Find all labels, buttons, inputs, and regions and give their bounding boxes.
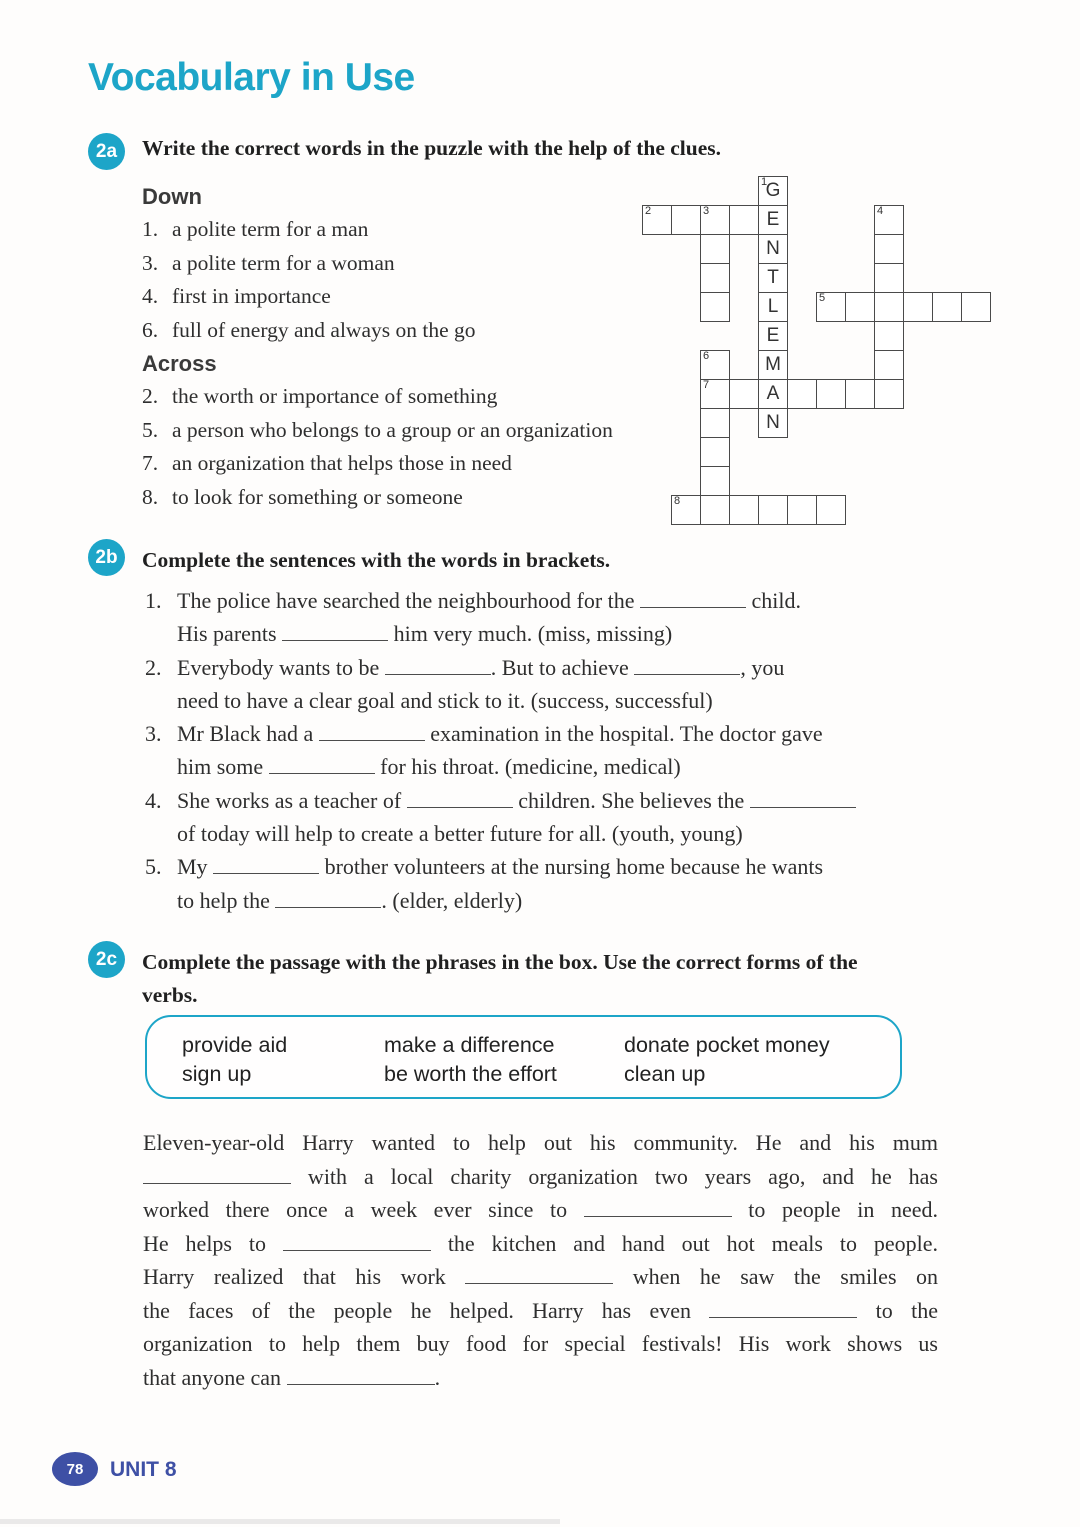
across-clues-list bbox=[142, 380, 702, 514]
sentence-text: His parents him very much. (miss, missing) bbox=[177, 621, 673, 647]
clue-item bbox=[142, 247, 702, 280]
down-clues-list bbox=[142, 213, 702, 347]
exercise-2c-instruction bbox=[142, 946, 942, 1012]
down-heading: Down bbox=[142, 184, 202, 209]
crossword-cell[interactable] bbox=[816, 379, 846, 409]
crossword-letter: T bbox=[767, 267, 779, 288]
crossword-cell[interactable] bbox=[816, 292, 846, 322]
page-number-badge bbox=[52, 1452, 98, 1486]
phrase-column bbox=[182, 1031, 287, 1089]
crossword-cell-prefilled bbox=[758, 263, 788, 293]
fill-in-blank[interactable] bbox=[143, 1181, 291, 1184]
crossword-cell-prefilled bbox=[758, 321, 788, 351]
crossword-cell[interactable] bbox=[729, 205, 759, 235]
crossword-cell[interactable] bbox=[961, 292, 991, 322]
crossword-cell[interactable] bbox=[700, 292, 730, 322]
crossword-letter: E bbox=[766, 325, 780, 346]
clue-number: 5. bbox=[142, 417, 159, 442]
phrase-box bbox=[145, 1015, 902, 1099]
clue-item bbox=[142, 447, 702, 480]
passage-line: He helps to the kitchen and hand out hot meals to people. bbox=[143, 1230, 938, 1256]
crossword-letter: L bbox=[767, 296, 779, 317]
crossword-cell[interactable] bbox=[845, 379, 875, 409]
across-heading: Across bbox=[142, 350, 217, 376]
phrase-item: make a difference bbox=[384, 1033, 555, 1057]
exercise-2b-instruction: Complete the sentences with the words in brackets. bbox=[142, 548, 611, 572]
phrase-item: sign up bbox=[182, 1062, 252, 1086]
crossword-cell[interactable] bbox=[787, 379, 817, 409]
exercise-2c-instruction-line2: verbs. bbox=[142, 983, 198, 1007]
phrase-item: clean up bbox=[624, 1062, 706, 1086]
crossword-cell[interactable] bbox=[845, 292, 875, 322]
crossword-cell[interactable] bbox=[642, 205, 672, 235]
passage-line: with a local charity organization two years ago, and he has bbox=[143, 1160, 938, 1194]
crossword-cell[interactable] bbox=[700, 263, 730, 293]
crossword-cell-prefilled bbox=[758, 176, 788, 206]
sentence-line bbox=[145, 684, 955, 717]
fill-in-blank[interactable] bbox=[640, 605, 746, 608]
sentence-line bbox=[145, 651, 955, 684]
clue-number: 7. bbox=[142, 451, 159, 476]
fill-in-blank[interactable] bbox=[282, 638, 388, 641]
crossword-letter: M bbox=[765, 354, 781, 375]
clue-text: to look for something or someone bbox=[172, 484, 463, 509]
fill-in-blank[interactable] bbox=[287, 1382, 435, 1385]
clue-text: a person who belongs to a group or an organization bbox=[172, 417, 613, 442]
passage-line: that anyone can . bbox=[143, 1364, 441, 1390]
clue-item bbox=[142, 314, 702, 347]
crossword-cell[interactable] bbox=[932, 292, 962, 322]
clue-text: full of energy and always on the go bbox=[172, 317, 476, 342]
crossword-clue-number: 7 bbox=[703, 379, 710, 391]
sentence-text: The police have searched the neighbourhood for the child. bbox=[177, 588, 802, 613]
crossword-letter: A bbox=[766, 383, 780, 404]
sentence-number: 2. bbox=[145, 654, 162, 680]
crossword-cell[interactable] bbox=[700, 234, 730, 264]
crossword-clue-number: 3 bbox=[703, 205, 710, 217]
crossword-cell[interactable] bbox=[700, 350, 730, 380]
sentence-text: She works as a teacher of children. She believes the bbox=[177, 788, 856, 813]
unit-label: UNIT 8 bbox=[110, 1458, 177, 1481]
crossword-cell-prefilled bbox=[758, 292, 788, 322]
sentence-number: 3. bbox=[145, 721, 162, 747]
clue-number: 1. bbox=[142, 217, 159, 242]
clue-text: first in importance bbox=[172, 284, 331, 309]
crossword-cell[interactable] bbox=[816, 495, 846, 525]
crossword-grid bbox=[642, 176, 991, 525]
sentence-text: Mr Black had a examination in the hospital. The doctor gave bbox=[177, 721, 823, 747]
clue-text: a polite term for a woman bbox=[172, 250, 395, 275]
passage-line: worked there once a week ever since to to people in need. bbox=[143, 1197, 938, 1222]
crossword-letter: N bbox=[766, 238, 780, 259]
page-number: 78 bbox=[66, 1460, 84, 1478]
exercise-2c-passage bbox=[143, 1126, 938, 1394]
sentence-line bbox=[145, 584, 955, 617]
fill-in-blank[interactable] bbox=[465, 1281, 613, 1284]
phrase-column bbox=[624, 1031, 830, 1089]
crossword-cell[interactable] bbox=[700, 379, 730, 409]
exercise-2b-sentences bbox=[145, 584, 955, 917]
exercise-2c-instruction-line1: Complete the passage with the phrases in the box. Use the correct forms of the bbox=[142, 950, 858, 974]
clue-text: an organization that helps those in need bbox=[172, 451, 512, 476]
fill-in-blank[interactable] bbox=[275, 905, 381, 908]
fill-in-blank[interactable] bbox=[385, 672, 491, 675]
fill-in-blank[interactable] bbox=[709, 1315, 857, 1318]
fill-in-blank[interactable] bbox=[213, 871, 319, 874]
crossword-cell[interactable] bbox=[874, 292, 904, 322]
fill-in-blank[interactable] bbox=[407, 805, 513, 808]
crossword-cell-prefilled bbox=[758, 234, 788, 264]
clue-text: the worth or importance of something bbox=[172, 384, 498, 409]
crossword-clue-number: 8 bbox=[674, 495, 681, 507]
sentence-number: 5. bbox=[145, 854, 162, 880]
crossword-cell[interactable] bbox=[874, 350, 904, 380]
fill-in-blank[interactable] bbox=[319, 738, 425, 741]
sentence-text: Everybody wants to be . But to achieve , you bbox=[177, 654, 785, 680]
sentence-number: 4. bbox=[145, 787, 162, 813]
crossword-cell-prefilled bbox=[758, 379, 788, 409]
sentence-text: to help the . (elder, elderly) bbox=[177, 887, 523, 913]
passage-line: Eleven-year-old Harry wanted to help out his community. He and his mum bbox=[143, 1130, 938, 1155]
clue-number: 2. bbox=[142, 384, 159, 409]
crossword-clue-number: 6 bbox=[703, 350, 710, 362]
sentence-line bbox=[145, 884, 955, 917]
crossword-clue-number: 5 bbox=[819, 292, 826, 304]
crossword-cell-prefilled bbox=[758, 408, 788, 438]
crossword-cell[interactable] bbox=[671, 495, 701, 525]
sentence-number: 1. bbox=[145, 588, 162, 613]
clue-number: 6. bbox=[142, 317, 159, 342]
crossword-cell[interactable] bbox=[758, 495, 788, 525]
sentence-text: of today will help to create a better future for all. (youth, young) bbox=[177, 821, 743, 847]
sentence-line bbox=[145, 617, 955, 650]
sentence-line bbox=[145, 850, 955, 883]
crossword-cell-prefilled bbox=[758, 205, 788, 235]
crossword-letter: G bbox=[765, 180, 781, 201]
sentence-line bbox=[145, 750, 955, 783]
sentence-text: need to have a clear goal and stick to it. (success, successful) bbox=[177, 687, 713, 713]
passage-line: Harry realized that his work when he saw the smiles on bbox=[143, 1264, 938, 1289]
crossword-cell[interactable] bbox=[787, 495, 817, 525]
crossword-clue-number: 4 bbox=[877, 205, 884, 217]
clue-number: 4. bbox=[142, 284, 159, 309]
clue-item bbox=[142, 414, 702, 447]
crossword-cell[interactable] bbox=[700, 466, 730, 496]
crossword-letter: N bbox=[766, 412, 780, 433]
fill-in-blank[interactable] bbox=[584, 1214, 732, 1217]
sentence-line bbox=[145, 817, 955, 850]
crossword-cell[interactable] bbox=[671, 205, 701, 235]
crossword-cell[interactable] bbox=[700, 495, 730, 525]
sentence-line bbox=[145, 717, 955, 750]
phrase-item: be worth the effort bbox=[384, 1062, 557, 1086]
crossword-cell[interactable] bbox=[729, 495, 759, 525]
exercise-2a-instruction: Write the correct words in the puzzle with the help of the clues. bbox=[142, 136, 722, 160]
crossword-cell[interactable] bbox=[874, 379, 904, 409]
crossword-cell[interactable] bbox=[874, 321, 904, 351]
exercise-2b-badge: 2b bbox=[88, 539, 125, 576]
fill-in-blank[interactable] bbox=[750, 805, 856, 808]
phrase-item: donate pocket money bbox=[624, 1033, 830, 1057]
phrase-column bbox=[384, 1031, 557, 1089]
passage-line: organization to help them buy food for special festivals! His work shows us bbox=[143, 1331, 938, 1356]
crossword-cell[interactable] bbox=[729, 379, 759, 409]
crossword-cell[interactable] bbox=[700, 205, 730, 235]
clue-item bbox=[142, 213, 702, 246]
clue-number: 3. bbox=[142, 250, 159, 275]
clue-item bbox=[142, 481, 702, 514]
page-title: Vocabulary in Use bbox=[88, 56, 415, 99]
clue-text: a polite term for a man bbox=[172, 217, 369, 242]
crossword-clues bbox=[142, 180, 702, 514]
fill-in-blank[interactable] bbox=[283, 1248, 431, 1251]
exercise-2a-badge: 2a bbox=[88, 133, 125, 170]
sentence-line bbox=[145, 784, 955, 817]
crossword-cell[interactable] bbox=[874, 263, 904, 293]
sentence-text: him some for his throat. (medicine, medical) bbox=[177, 754, 681, 780]
fill-in-blank[interactable] bbox=[269, 771, 375, 774]
sentence-text: My brother volunteers at the nursing home because he wants bbox=[177, 854, 824, 880]
clue-item bbox=[142, 280, 702, 313]
phrase-item: provide aid bbox=[182, 1033, 288, 1057]
clue-number: 8. bbox=[142, 484, 159, 509]
crossword-cell[interactable] bbox=[903, 292, 933, 322]
crossword-cell[interactable] bbox=[874, 205, 904, 235]
crossword-letter: E bbox=[766, 209, 780, 230]
crossword-cell[interactable] bbox=[874, 234, 904, 264]
crossword-cell[interactable] bbox=[700, 437, 730, 467]
crossword-cell[interactable] bbox=[700, 408, 730, 438]
crossword-clue-number: 1 bbox=[761, 176, 768, 188]
clue-item bbox=[142, 380, 702, 413]
crossword-cell-prefilled bbox=[758, 350, 788, 380]
passage-line: the faces of the people he helped. Harry has even to the bbox=[143, 1297, 938, 1323]
exercise-2c-badge: 2c bbox=[88, 941, 125, 978]
scan-artifact bbox=[0, 1519, 560, 1524]
crossword-clue-number: 2 bbox=[645, 205, 652, 217]
fill-in-blank[interactable] bbox=[634, 672, 740, 675]
